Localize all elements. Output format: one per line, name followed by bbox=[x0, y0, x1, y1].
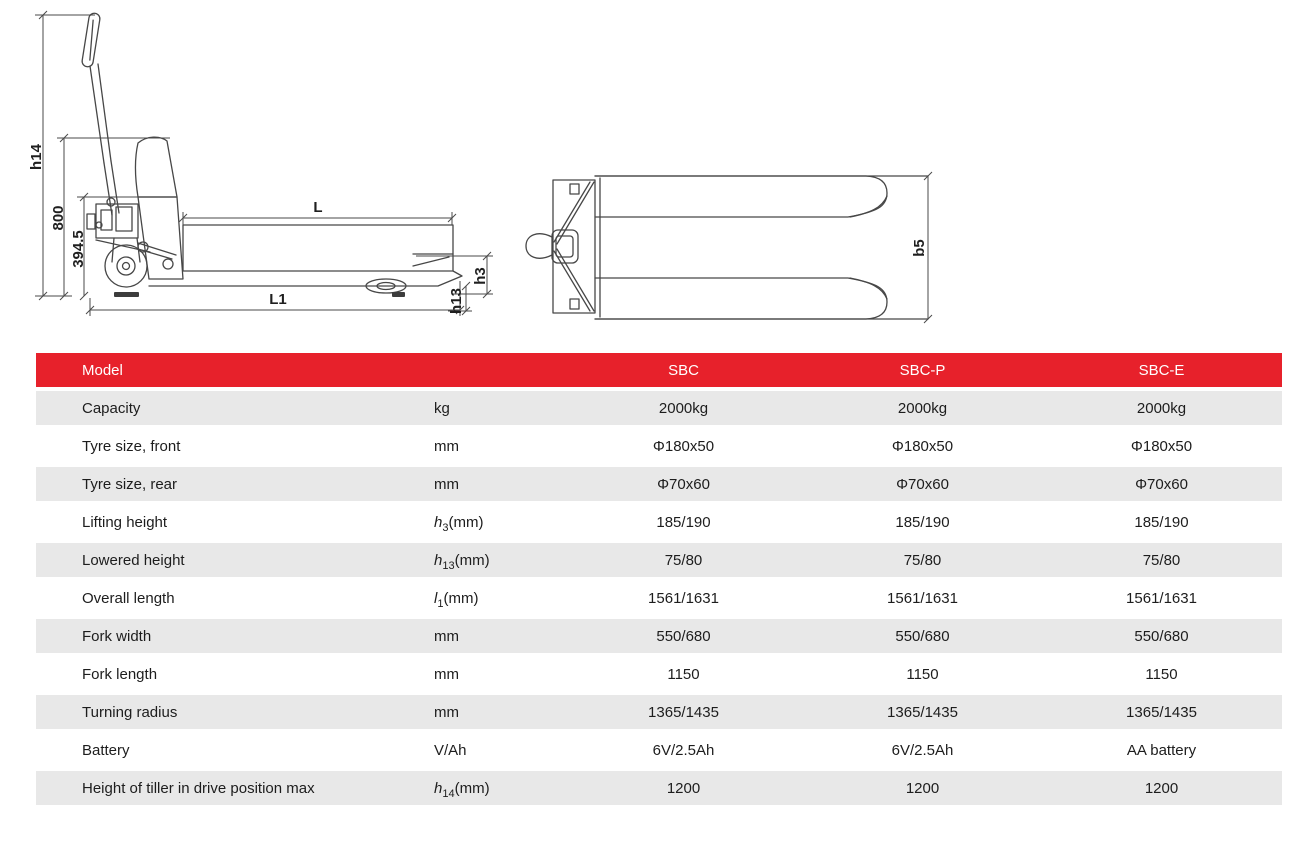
dim-394.5 bbox=[70, 193, 142, 300]
spec-value: 75/80 bbox=[903, 551, 942, 569]
spec-value: 1150 bbox=[667, 665, 700, 683]
spec-value: 1200 bbox=[905, 779, 940, 797]
spec-unit: mm bbox=[434, 437, 459, 455]
table-row bbox=[36, 505, 1282, 539]
pallet-truck-side-view-drawing bbox=[0, 0, 510, 345]
spec-value: 75/80 bbox=[1142, 551, 1181, 569]
spec-value: 1561/1631 bbox=[648, 589, 719, 607]
spec-value: Φ180x50 bbox=[891, 437, 954, 455]
spec-value: Φ180x50 bbox=[1130, 437, 1193, 455]
spec-label: Overall length bbox=[82, 589, 175, 607]
table-row bbox=[36, 657, 1282, 691]
dim-label-L: L bbox=[313, 199, 323, 216]
dim-b5 bbox=[911, 172, 932, 323]
spec-value: 550/680 bbox=[656, 627, 711, 645]
spec-unit: mm bbox=[434, 665, 459, 683]
spec-value: 1150 bbox=[906, 665, 939, 683]
spec-label: Height of tiller in drive position max bbox=[82, 779, 315, 797]
spec-value: 1150 bbox=[1145, 665, 1178, 683]
spec-value: 75/80 bbox=[664, 551, 703, 569]
tiller-grip-top bbox=[526, 230, 578, 263]
spec-unit: mm bbox=[434, 475, 459, 493]
spec-value: 1561/1631 bbox=[1126, 589, 1197, 607]
spec-value: Φ70x60 bbox=[896, 475, 949, 493]
spec-label: Fork width bbox=[82, 627, 152, 645]
dim-800 bbox=[50, 134, 170, 300]
fork-side-profile bbox=[149, 225, 462, 297]
header-column-sbc-e: SBC-E bbox=[1138, 361, 1185, 379]
spec-unit: kg bbox=[434, 399, 450, 417]
spec-label: Lowered height bbox=[82, 551, 185, 569]
table-row bbox=[36, 695, 1282, 729]
spec-label: Lifting height bbox=[82, 513, 168, 531]
dim-label-800: 800 bbox=[50, 205, 67, 231]
spec-label: Battery bbox=[82, 741, 130, 759]
spec-value: 550/680 bbox=[1134, 627, 1189, 645]
spec-unit: $l_1(mm)$ bbox=[434, 589, 479, 610]
spec-value: 2000kg bbox=[1136, 399, 1187, 417]
spec-unit: mm bbox=[434, 703, 459, 721]
table-row bbox=[36, 391, 1282, 425]
spec-value: Φ180x50 bbox=[652, 437, 715, 455]
spec-label: Capacity bbox=[82, 399, 141, 417]
table-row bbox=[36, 581, 1282, 615]
spec-value: Φ70x60 bbox=[1135, 475, 1188, 493]
spec-unit: $h_3(mm)$ bbox=[434, 513, 484, 534]
spec-value: 6V/2.5Ah bbox=[652, 741, 715, 759]
chassis-head bbox=[553, 178, 600, 317]
header-column-sbc-p: SBC-P bbox=[899, 361, 946, 379]
spec-table-body bbox=[36, 391, 1282, 805]
spec-value: AA battery bbox=[1126, 741, 1197, 759]
spec-unit: V/Ah bbox=[434, 741, 467, 759]
table-row bbox=[36, 619, 1282, 653]
dim-label-b5: b5 bbox=[911, 239, 928, 257]
spec-value: 2000kg bbox=[897, 399, 948, 417]
spec-value: 185/190 bbox=[895, 513, 950, 531]
table-row bbox=[36, 467, 1282, 501]
dim-label-h3: h3 bbox=[472, 267, 489, 285]
header-column-sbc: SBC bbox=[668, 361, 699, 379]
dim-label-h14: h14 bbox=[28, 144, 45, 170]
spec-label: Tyre size, rear bbox=[82, 475, 178, 493]
table-row bbox=[36, 429, 1282, 463]
spec-value: 1365/1435 bbox=[887, 703, 958, 721]
dim-label-394.5: 394.5 bbox=[70, 230, 87, 268]
spec-unit: mm bbox=[434, 627, 459, 645]
spec-value: Φ70x60 bbox=[657, 475, 710, 493]
dim-label-h13: h13 bbox=[448, 288, 465, 314]
spec-table bbox=[36, 353, 1282, 809]
table-row bbox=[36, 771, 1282, 805]
dim-label-L1: L1 bbox=[269, 291, 287, 308]
spec-unit: $h_{14}(mm)$ bbox=[434, 779, 490, 800]
table-row bbox=[36, 543, 1282, 577]
spec-value: 550/680 bbox=[895, 627, 950, 645]
spec-table-header bbox=[36, 353, 1282, 387]
spec-value: 185/190 bbox=[656, 513, 711, 531]
dim-L bbox=[179, 199, 456, 225]
spec-value: 1561/1631 bbox=[887, 589, 958, 607]
spec-value: 185/190 bbox=[1134, 513, 1189, 531]
spec-value: 1365/1435 bbox=[1126, 703, 1197, 721]
spec-value: 1200 bbox=[1144, 779, 1179, 797]
tiller-handle bbox=[81, 12, 119, 215]
pallet-truck-top-view-drawing bbox=[510, 160, 940, 335]
spec-value: 2000kg bbox=[658, 399, 709, 417]
spec-value: 1365/1435 bbox=[648, 703, 719, 721]
spec-label: Tyre size, front bbox=[82, 437, 181, 455]
header-model-label: Model bbox=[82, 361, 123, 379]
spec-value: 6V/2.5Ah bbox=[891, 741, 954, 759]
spec-unit: $h_{13}(mm)$ bbox=[434, 551, 490, 572]
spec-label: Turning radius bbox=[82, 703, 178, 721]
spec-value: 1200 bbox=[666, 779, 701, 797]
spec-label: Fork length bbox=[82, 665, 158, 683]
fork-outline bbox=[595, 176, 928, 319]
hydraulic-pump-unit bbox=[87, 198, 176, 259]
table-row bbox=[36, 733, 1282, 767]
mast-shroud bbox=[135, 137, 183, 279]
